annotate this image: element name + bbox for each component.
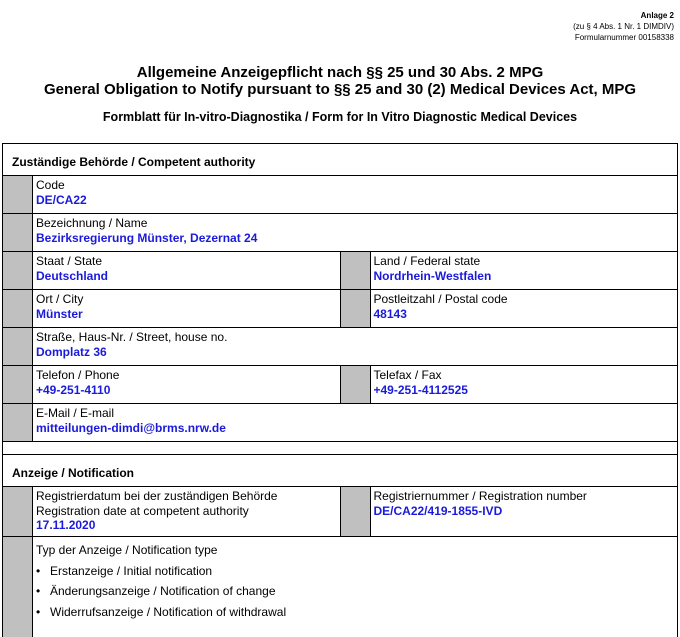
bullet-icon: •	[36, 604, 41, 619]
row-marker	[3, 252, 33, 289]
email-field	[33, 404, 677, 441]
section-notification: Anzeige / Notification	[3, 455, 677, 487]
form-annex-info	[573, 10, 674, 43]
city-label: Ort / City	[36, 292, 84, 306]
title-english: General Obligation to Notify pursuant to §§ 25 and 30 (2) Medical Devices Act, MPG	[43, 81, 637, 98]
row-marker	[3, 366, 33, 403]
row-code	[3, 176, 677, 214]
cell-fax	[340, 366, 678, 403]
option-change-label: Änderungsanzeige / Notification of change	[50, 584, 276, 598]
row-phone	[3, 366, 677, 404]
city-value: Münster	[36, 306, 83, 321]
option-withdrawal-label: Widerrufsanzeige / Notification of withdrawal	[50, 604, 287, 619]
row-name	[3, 214, 677, 252]
cell-regnum	[340, 487, 678, 536]
bullet-icon: •	[36, 563, 41, 578]
state-label: Staat / State	[36, 254, 103, 268]
form-subtitle: Formblatt für In-vitro-Diagnostika / Form for In Vitro Diagnostic Medical Devices	[102, 110, 578, 124]
email-value: mitteilungen-dimdi@brms.nrw.de	[36, 420, 226, 435]
form-number: Formularnummer 00158338	[574, 33, 674, 42]
bullet-icon: •	[36, 584, 41, 598]
option-withdrawal	[36, 605, 677, 620]
row-marker	[341, 290, 371, 327]
row-marker	[341, 487, 371, 536]
postal-value: 48143	[373, 306, 407, 321]
cell-notification-type	[3, 537, 677, 637]
phone-label: Telefon / Phone	[36, 368, 120, 382]
phone-value: +49-251-4110	[36, 382, 111, 397]
regnum-label: Registriernummer / Registration number	[373, 489, 587, 503]
name-value: Bezirksregierung Münster, Dezernat 24	[36, 230, 258, 245]
regdate-label-de: Registrierdatum bei der zuständigen Behörde	[36, 489, 278, 503]
state-field	[33, 252, 340, 289]
row-street	[3, 328, 677, 366]
fax-field	[371, 366, 678, 403]
code-label: Code	[36, 178, 65, 192]
row-marker	[3, 176, 33, 213]
section-competent-authority: Zuständige Behörde / Competent authority	[3, 144, 677, 176]
cell-code	[3, 176, 677, 213]
option-initial	[36, 564, 677, 579]
title-german: Allgemeine Anzeigepflicht nach §§ 25 und 30 Abs. 2 MPG	[136, 64, 544, 81]
name-field	[33, 214, 677, 251]
state-value: Deutschland	[36, 268, 109, 283]
cell-state	[3, 252, 340, 289]
row-marker	[3, 487, 33, 536]
row-email	[3, 404, 677, 442]
row-marker	[3, 537, 33, 637]
row-registration	[3, 487, 677, 537]
cell-regdate	[3, 487, 340, 536]
cell-city	[3, 290, 340, 327]
row-marker	[3, 290, 33, 327]
row-state	[3, 252, 677, 290]
city-field	[33, 290, 340, 327]
regdate-field	[33, 487, 340, 536]
notification-type-label: Typ der Anzeige / Notification type	[36, 543, 218, 557]
regdate-value: 17.11.2020	[36, 518, 96, 532]
cell-street	[3, 328, 677, 365]
email-label: E-Mail / E-mail	[36, 406, 115, 420]
regnum-field	[371, 487, 678, 536]
code-value: DE/CA22	[36, 192, 87, 207]
row-marker	[3, 328, 33, 365]
option-initial-label: Erstanzeige / Initial notification	[50, 563, 213, 578]
option-change	[36, 584, 677, 599]
land-label: Land / Federal state	[373, 254, 481, 268]
street-field	[33, 328, 677, 365]
street-label: Straße, Haus-Nr. / Street, house no.	[36, 330, 228, 344]
land-value: Nordrhein-Westfalen	[373, 268, 492, 283]
row-marker	[341, 366, 371, 403]
annex-label: Anlage 2	[640, 11, 674, 20]
name-label: Bezeichnung / Name	[36, 216, 148, 230]
notification-form	[2, 143, 678, 637]
cell-email	[3, 404, 677, 441]
postal-field	[371, 290, 678, 327]
regdate-label-en: Registration date at competent authority	[36, 503, 249, 518]
postal-label: Postleitzahl / Postal code	[373, 292, 508, 306]
row-city	[3, 290, 677, 328]
row-marker	[3, 404, 33, 441]
annex-reference: (zu § 4 Abs. 1 Nr. 1 DIMDIV)	[573, 22, 674, 31]
cell-postal	[340, 290, 678, 327]
cell-phone	[3, 366, 340, 403]
code-field	[33, 176, 677, 213]
land-field	[371, 252, 678, 289]
fax-label: Telefax / Fax	[373, 368, 442, 382]
cell-name	[3, 214, 677, 251]
row-marker	[3, 214, 33, 251]
street-value: Domplatz 36	[36, 344, 107, 359]
phone-field	[33, 366, 340, 403]
section-spacer	[3, 442, 677, 455]
row-marker	[341, 252, 371, 289]
notification-type-field	[33, 537, 677, 637]
fax-value: +49-251-4112525	[373, 382, 468, 397]
cell-land	[340, 252, 678, 289]
regnum-value: DE/CA22/419-1855-IVD	[373, 503, 503, 518]
row-notification-type	[3, 537, 677, 637]
